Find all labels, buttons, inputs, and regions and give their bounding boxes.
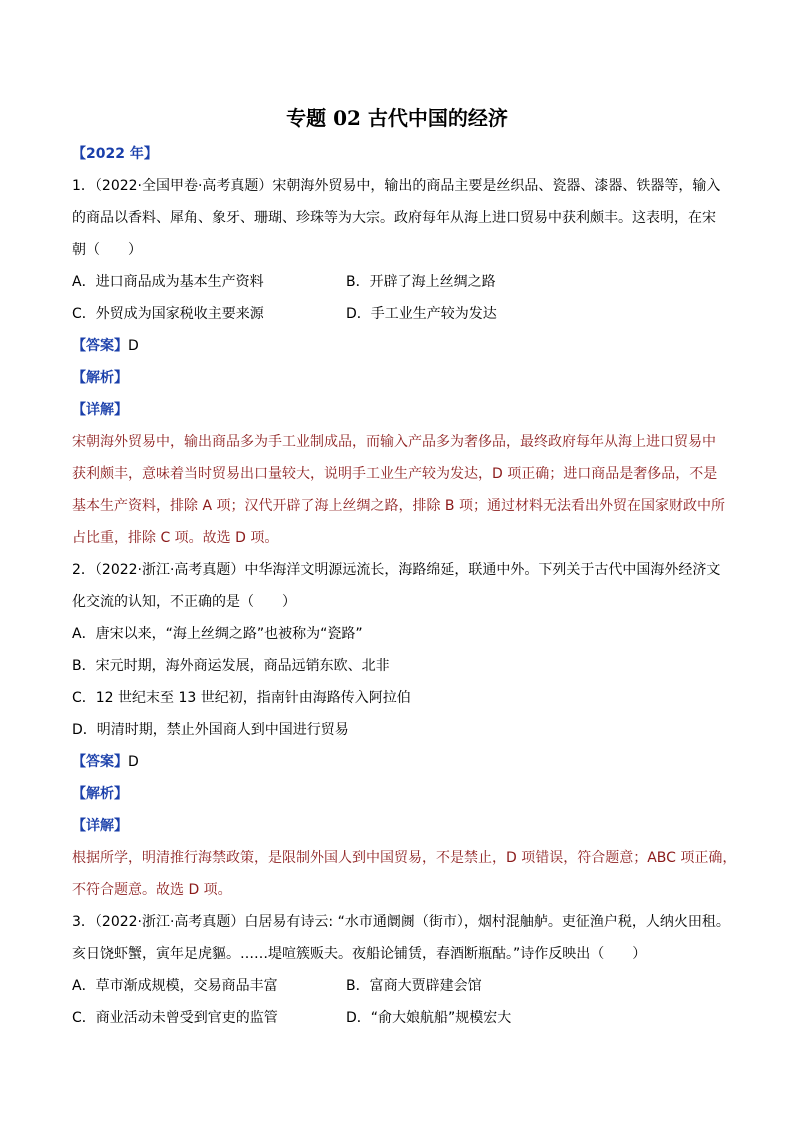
- q2-analysis-label: 【解析】: [72, 786, 128, 802]
- q2-option-a: A．唐宋以来，“海上丝绸之路”也被称为“瓷路”: [72, 626, 363, 642]
- q1-option-b: B．开辟了海上丝绸之路: [346, 274, 496, 290]
- q2-explanation-line-1: 根据所学，明清推行海禁政策，是限制外国人到中国贸易，不是禁止，D 项错误，符合题意；ABC 项正确，: [72, 850, 737, 866]
- q2-stem-line-2: 化交流的认知，不正确的是（ ）: [72, 594, 296, 610]
- q1-explanation-line-2: 获利颇丰，意味着当时贸易出口量较大，说明手工业生产较为发达，D 项正确；进口商品是奢侈品，不是: [72, 466, 718, 482]
- q2-answer-label: 【答案】: [72, 754, 128, 770]
- q3-stem-line-2: 亥日饶虾蟹，寅年足虎貙。……堤喧簇贩夫。夜船论铺赁，春酒断瓶酤。”诗作反映出（ ）: [72, 946, 647, 962]
- q2-option-c: C．12 世纪末至 13 世纪初，指南针由海路传入阿拉伯: [72, 690, 411, 706]
- q1-explanation-line-4: 占比重，排除 C 项。故选 D 项。: [72, 530, 279, 546]
- q2-option-b: B．宋元时期，海外商运发展，商品远销东欧、北非: [72, 658, 390, 674]
- q1-stem-line-1: 1．（2022·全国甲卷·高考真题）宋朝海外贸易中，输出的商品主要是丝织品、瓷器、漆器、铁器等，输入: [72, 178, 721, 194]
- q2-detail-label: 【详解】: [72, 818, 128, 834]
- q2-answer-row: [72, 752, 139, 772]
- q2-answer-value: D: [128, 754, 139, 770]
- q1-detail-label: 【详解】: [72, 402, 128, 418]
- q2-stem-line-1: 2．（2022·浙江·高考真题）中华海洋文明源远流长，海路绵延，联通中外。下列关于古代中国海外经济文: [72, 562, 721, 578]
- q2-option-d: D．明清时期，禁止外国商人到中国进行贸易: [72, 722, 349, 738]
- q1-option-c: C．外贸成为国家税收主要来源: [72, 306, 264, 322]
- q1-stem-line-2: 的商品以香料、犀角、象牙、珊瑚、珍珠等为大宗。政府每年从海上进口贸易中获利颇丰。这表明，在宋: [72, 210, 716, 226]
- q3-option-b: B．富商大贾辟建会馆: [346, 978, 482, 994]
- q3-option-a: A．草市渐成规模，交易商品丰富: [72, 978, 278, 994]
- page-title: 专题 02 古代中国的经济: [286, 106, 508, 130]
- q1-answer-value: D: [128, 338, 139, 354]
- q3-stem-line-1: 3．（2022·浙江·高考真题）白居易有诗云: “水市通阛阓（街市），烟村混舳舻。吏征渔户税，人纳火田租。: [72, 914, 730, 930]
- q1-explanation-line-1: 宋朝海外贸易中，输出商品多为手工业制成品，而输入产品多为奢侈品，最终政府每年从海上进口贸易中: [72, 434, 716, 450]
- q2-explanation-line-2: 不符合题意。故选 D 项。: [72, 882, 232, 898]
- q1-answer-label: 【答案】: [72, 338, 128, 354]
- q1-analysis-label: 【解析】: [72, 370, 128, 386]
- q3-option-d: D．“俞大娘航船”规模宏大: [346, 1010, 512, 1026]
- section-heading-2022: 【2022 年】: [72, 146, 158, 162]
- q1-stem-line-3: 朝（ ）: [72, 242, 142, 258]
- q1-answer-row: [72, 336, 139, 356]
- q1-option-a: A．进口商品成为基本生产资料: [72, 274, 264, 290]
- q1-option-d: D．手工业生产较为发达: [346, 306, 497, 322]
- q1-explanation-line-3: 基本生产资料，排除 A 项；汉代开辟了海上丝绸之路，排除 B 项；通过材料无法看出外贸在国家财政中所: [72, 498, 725, 514]
- q3-option-c: C．商业活动未曾受到官吏的监管: [72, 1010, 278, 1026]
